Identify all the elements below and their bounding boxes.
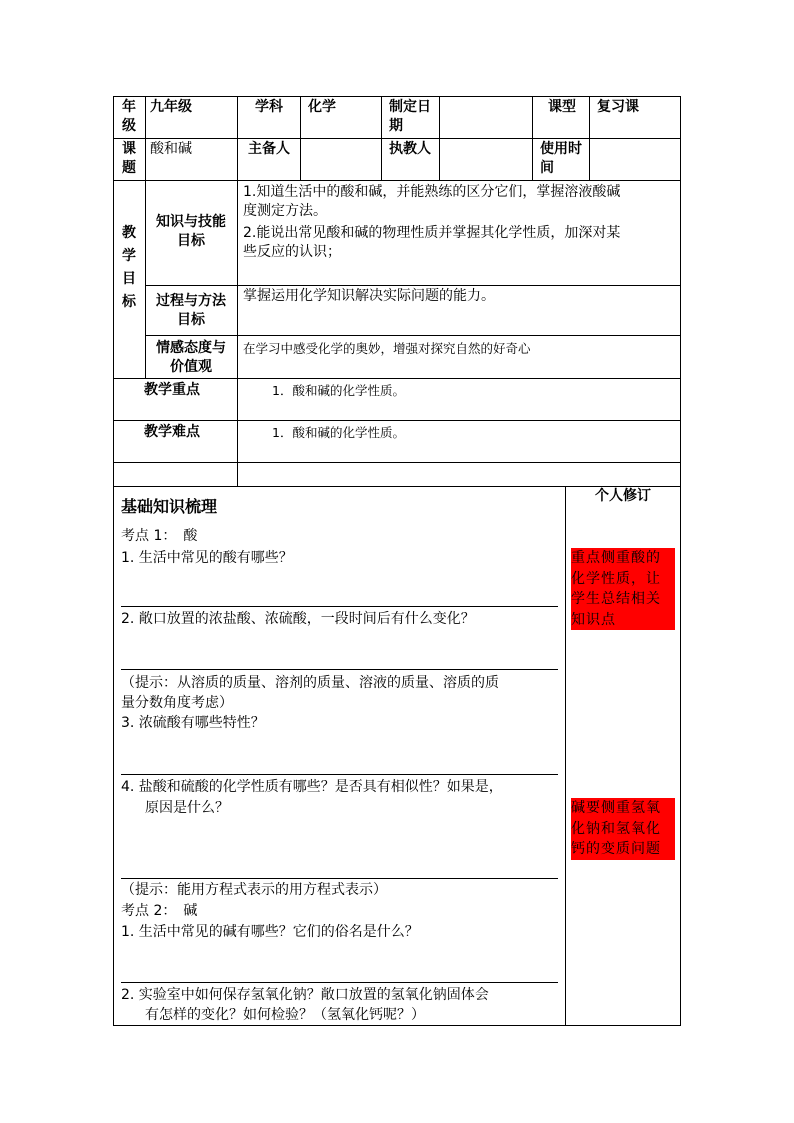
question-4-line-1: 4. 盐酸和硫酸的化学性质有哪些？是否具有相似性？如果是， — [121, 779, 503, 795]
subject-label: 学科 — [255, 99, 283, 115]
knowledge-label: 知识与技能目标 — [156, 214, 226, 249]
section-title: 基础知识梳理 — [121, 497, 218, 516]
topic-label: 课题 — [122, 141, 136, 176]
key-text: 1．酸和碱的化学性质。 — [272, 383, 405, 398]
grid-line — [237, 180, 238, 462]
hint-1-line-2: 量分数角度考虑） — [121, 695, 233, 711]
grid-line — [145, 96, 146, 180]
kp2-heading: 考点 2： 碱 — [121, 903, 198, 919]
revision-note-acid: 重点侧重酸的化学性质，让学生总结相关知识点 — [571, 548, 675, 630]
type-value: 复习课 — [597, 99, 639, 115]
grade-value: 九年级 — [150, 99, 192, 115]
answer-line[interactable] — [121, 878, 558, 879]
grid-line — [439, 96, 440, 180]
grid-line — [113, 1025, 681, 1026]
knowledge-line-3: 2.能说出常见酸和碱的物理性质并掌握其化学性质，加深对某 — [243, 225, 621, 241]
grid-line — [113, 138, 681, 139]
knowledge-line-2: 度测定方法。 — [243, 203, 327, 219]
prep-label: 主备人 — [248, 141, 290, 157]
emotion-label: 情感态度与价值观 — [156, 340, 226, 375]
hint-2: （提示：能用方程式表示的用方程式表示） — [121, 882, 387, 898]
question-3: 3. 浓硫酸有哪些特性？ — [121, 715, 265, 731]
answer-line[interactable] — [121, 669, 558, 670]
difficulty-label: 教学难点 — [144, 424, 200, 440]
emotion-text: 在学习中感受化学的奥妙，增强对探究自然的好奇心 — [243, 341, 531, 356]
side-header: 个人修订 — [595, 488, 651, 504]
grid-line — [113, 378, 681, 379]
question-6-line-1: 2. 实验室中如何保存氢氧化钠？敞口放置的氢氧化钠固体会 — [121, 987, 489, 1003]
question-1: 1. 生活中常见的酸有哪些？ — [121, 550, 293, 566]
hint-1-line-1: （提示：从溶质的质量、溶剂的质量、溶液的质量、溶质的质 — [121, 675, 499, 691]
type-label: 课型 — [548, 99, 576, 115]
objectives-label: 教学目标 — [122, 225, 136, 310]
grid-line — [145, 180, 146, 378]
topic-value: 酸和碱 — [150, 141, 192, 157]
knowledge-line-4: 些反应的认识； — [243, 244, 341, 260]
grid-line — [532, 96, 533, 180]
process-text: 掌握运用化学知识解决实际问题的能力。 — [243, 288, 495, 304]
question-5: 1. 生活中常见的碱有哪些？它们的俗名是什么？ — [121, 924, 419, 940]
grid-line — [680, 96, 681, 1026]
knowledge-line-1: 1.知道生活中的酸和碱，并能熟练的区分它们，掌握溶液酸碱 — [243, 184, 621, 200]
subject-value: 化学 — [308, 99, 336, 115]
answer-line[interactable] — [121, 606, 558, 607]
process-label: 过程与方法目标 — [156, 293, 226, 328]
teacher-label: 执教人 — [389, 141, 431, 157]
difficulty-text: 1．酸和碱的化学性质。 — [272, 425, 405, 440]
revision-note-base: 碱要侧重氢氧化钠和氢氧化钙的变质问题 — [571, 798, 675, 860]
grid-line — [113, 462, 681, 463]
usetime-label: 使用时间 — [540, 141, 582, 176]
grade-label: 年级 — [122, 99, 136, 134]
answer-line[interactable] — [121, 982, 558, 983]
grid-line — [113, 180, 681, 181]
grid-line — [237, 462, 238, 486]
kp1-heading: 考点 1： 酸 — [121, 528, 198, 544]
question-6-line-2: 有怎样的变化？如何检验？（氢氧化钙呢？） — [145, 1007, 425, 1023]
grid-line — [565, 486, 566, 1026]
grid-line — [381, 96, 382, 180]
question-4-line-2: 原因是什么？ — [145, 800, 229, 816]
grid-line — [145, 285, 681, 286]
key-label: 教学重点 — [144, 382, 200, 398]
grid-line — [237, 96, 238, 180]
grid-line — [113, 96, 114, 1026]
grid-line — [589, 96, 590, 180]
date-label: 制定日期 — [389, 99, 431, 134]
answer-line[interactable] — [121, 774, 558, 775]
grid-line — [113, 96, 681, 97]
question-2: 2. 敞口放置的浓盐酸、浓硫酸，一段时间后有什么变化？ — [121, 611, 475, 627]
grid-line — [300, 96, 301, 180]
grid-line — [145, 335, 681, 336]
grid-line — [113, 420, 681, 421]
